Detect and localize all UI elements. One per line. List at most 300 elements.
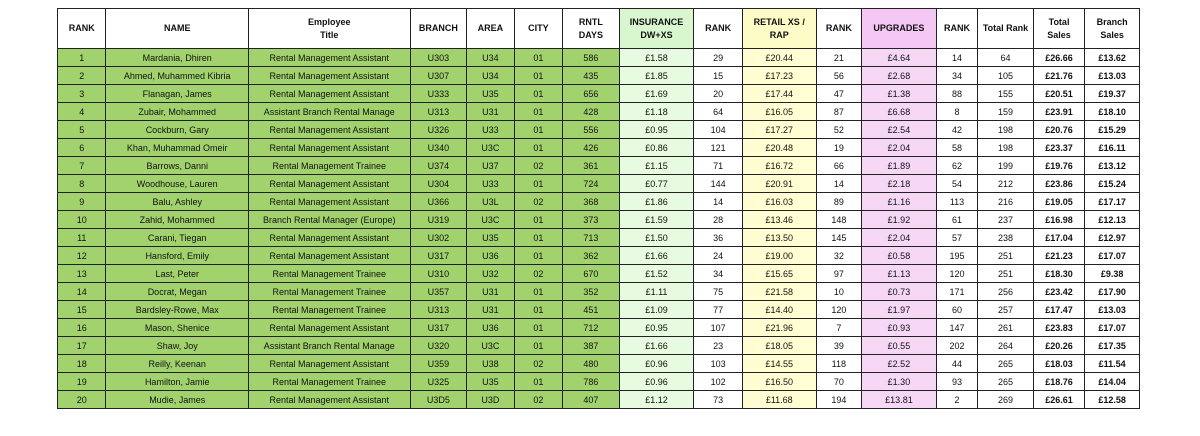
retail-rank-cell: 70 <box>816 373 861 391</box>
total-rank-cell: 64 <box>978 49 1034 67</box>
insurance-cell: £1.85 <box>619 67 694 85</box>
branch-sales-cell: £12.97 <box>1085 229 1140 247</box>
table-row <box>58 103 1140 121</box>
retail-cell: £16.72 <box>742 157 816 175</box>
rank-cell: 3 <box>58 85 106 103</box>
header-upgrades: UPGRADES <box>862 9 937 49</box>
rntl-days-cell: 361 <box>563 157 620 175</box>
total-sales-cell: £23.83 <box>1033 319 1085 337</box>
branch-cell: U3D5 <box>410 391 467 409</box>
header-employee-title-line1: Employee <box>307 16 351 27</box>
total-rank-cell: 265 <box>978 373 1034 391</box>
insurance-cell: £0.95 <box>619 319 694 337</box>
retail-rank-cell: 145 <box>816 229 861 247</box>
upgrades-rank-cell: 54 <box>936 175 977 193</box>
retail-cell: £20.44 <box>742 49 816 67</box>
upgrades-rank-cell: 202 <box>936 337 977 355</box>
title-cell: Rental Management Trainee <box>248 265 410 283</box>
area-cell: U36 <box>467 247 514 265</box>
branch-cell: U359 <box>410 355 467 373</box>
header-area: AREA <box>467 9 514 49</box>
area-cell: U32 <box>467 265 514 283</box>
total-rank-cell: 251 <box>978 247 1034 265</box>
header-retail <box>742 9 816 49</box>
upgrades-rank-cell: 14 <box>936 49 977 67</box>
upgrades-cell: £4.64 <box>862 49 937 67</box>
city-cell: 01 <box>514 211 562 229</box>
upgrades-rank-cell: 113 <box>936 193 977 211</box>
city-cell: 02 <box>514 391 562 409</box>
insurance-cell: £0.96 <box>619 373 694 391</box>
insurance-cell: £1.18 <box>619 103 694 121</box>
header-total-sales-line1: Total <box>1048 16 1070 27</box>
city-cell: 02 <box>514 265 562 283</box>
title-cell: Rental Management Assistant <box>248 319 410 337</box>
rank-cell: 1 <box>58 49 106 67</box>
insurance-cell: £1.11 <box>619 283 694 301</box>
total-rank-cell: 198 <box>978 139 1034 157</box>
table-row <box>58 283 1140 301</box>
upgrades-cell: £2.54 <box>862 121 937 139</box>
upgrades-cell: £1.30 <box>862 373 937 391</box>
header-employee-title-line2: Title <box>320 29 339 40</box>
rntl-days-cell: 556 <box>563 121 620 139</box>
upgrades-rank-cell: 57 <box>936 229 977 247</box>
retail-rank-cell: 97 <box>816 265 861 283</box>
area-cell: U34 <box>467 49 514 67</box>
city-cell: 01 <box>514 67 562 85</box>
upgrades-rank-cell: 120 <box>936 265 977 283</box>
rntl-days-cell: 586 <box>563 49 620 67</box>
total-sales-cell: £19.05 <box>1033 193 1085 211</box>
upgrades-cell: £0.73 <box>862 283 937 301</box>
rntl-days-cell: 786 <box>563 373 620 391</box>
total-sales-cell: £23.91 <box>1033 103 1085 121</box>
insurance-cell: £1.09 <box>619 301 694 319</box>
rntl-days-cell: 713 <box>563 229 620 247</box>
branch-cell: U319 <box>410 211 467 229</box>
table-row <box>58 391 1140 409</box>
retail-rank-cell: 87 <box>816 103 861 121</box>
branch-cell: U374 <box>410 157 467 175</box>
header-retail-rank: RANK <box>816 9 861 49</box>
insurance-rank-cell: 104 <box>694 121 742 139</box>
total-sales-cell: £20.51 <box>1033 85 1085 103</box>
header-total-rank: Total Rank <box>978 9 1034 49</box>
header-employee-title <box>248 9 410 49</box>
table-row <box>58 211 1140 229</box>
city-cell: 01 <box>514 229 562 247</box>
total-sales-cell: £26.61 <box>1033 391 1085 409</box>
city-cell: 01 <box>514 49 562 67</box>
upgrades-cell: £13.81 <box>862 391 937 409</box>
branch-sales-cell: £17.90 <box>1085 283 1140 301</box>
branch-sales-cell: £17.17 <box>1085 193 1140 211</box>
rntl-days-cell: 387 <box>563 337 620 355</box>
name-cell: Woodhouse, Lauren <box>106 175 248 193</box>
area-cell: U3D <box>467 391 514 409</box>
total-rank-cell: 199 <box>978 157 1034 175</box>
rank-cell: 14 <box>58 283 106 301</box>
area-cell: U3L <box>467 193 514 211</box>
title-cell: Rental Management Assistant <box>248 139 410 157</box>
title-cell: Rental Management Trainee <box>248 301 410 319</box>
header-retail-line2: RAP <box>769 29 789 40</box>
insurance-rank-cell: 144 <box>694 175 742 193</box>
upgrades-cell: £1.89 <box>862 157 937 175</box>
name-cell: Hamilton, Jamie <box>106 373 248 391</box>
upgrades-rank-cell: 195 <box>936 247 977 265</box>
insurance-cell: £1.86 <box>619 193 694 211</box>
insurance-cell: £0.95 <box>619 121 694 139</box>
area-cell: U33 <box>467 175 514 193</box>
upgrades-rank-cell: 58 <box>936 139 977 157</box>
area-cell: U34 <box>467 67 514 85</box>
retail-rank-cell: 148 <box>816 211 861 229</box>
retail-rank-cell: 120 <box>816 301 861 319</box>
branch-sales-cell: £11.54 <box>1085 355 1140 373</box>
header-retail-line1: RETAIL XS / <box>753 16 805 27</box>
table-row <box>58 121 1140 139</box>
upgrades-rank-cell: 8 <box>936 103 977 121</box>
rank-cell: 17 <box>58 337 106 355</box>
header-insurance-rank: RANK <box>694 9 742 49</box>
city-cell: 01 <box>514 85 562 103</box>
table-row <box>58 229 1140 247</box>
branch-cell: U325 <box>410 373 467 391</box>
table-row <box>58 139 1140 157</box>
insurance-rank-cell: 14 <box>694 193 742 211</box>
upgrades-cell: £0.93 <box>862 319 937 337</box>
name-cell: Mudie, James <box>106 391 248 409</box>
upgrades-rank-cell: 34 <box>936 67 977 85</box>
name-cell: Ahmed, Muhammed Kibria <box>106 67 248 85</box>
total-sales-cell: £23.37 <box>1033 139 1085 157</box>
rank-cell: 13 <box>58 265 106 283</box>
rntl-days-cell: 670 <box>563 265 620 283</box>
table-row <box>58 301 1140 319</box>
insurance-rank-cell: 121 <box>694 139 742 157</box>
retail-rank-cell: 21 <box>816 49 861 67</box>
total-sales-cell: £18.03 <box>1033 355 1085 373</box>
retail-rank-cell: 52 <box>816 121 861 139</box>
title-cell: Rental Management Assistant <box>248 175 410 193</box>
total-sales-cell: £21.76 <box>1033 67 1085 85</box>
rank-cell: 10 <box>58 211 106 229</box>
total-rank-cell: 261 <box>978 319 1034 337</box>
city-cell: 02 <box>514 193 562 211</box>
total-sales-cell: £17.04 <box>1033 229 1085 247</box>
retail-rank-cell: 19 <box>816 139 861 157</box>
header-row <box>58 9 1140 49</box>
header-rntl-line2: DAYS <box>578 29 603 40</box>
total-sales-cell: £18.30 <box>1033 265 1085 283</box>
header-total-sales-line2: Sales <box>1047 29 1071 40</box>
table-row <box>58 355 1140 373</box>
insurance-rank-cell: 73 <box>694 391 742 409</box>
retail-rank-cell: 7 <box>816 319 861 337</box>
title-cell: Rental Management Trainee <box>248 283 410 301</box>
rntl-days-cell: 480 <box>563 355 620 373</box>
insurance-cell: £1.66 <box>619 337 694 355</box>
title-cell: Rental Management Assistant <box>248 229 410 247</box>
area-cell: U31 <box>467 283 514 301</box>
rank-cell: 8 <box>58 175 106 193</box>
upgrades-cell: £2.04 <box>862 229 937 247</box>
branch-sales-cell: £14.04 <box>1085 373 1140 391</box>
branch-cell: U307 <box>410 67 467 85</box>
branch-cell: U366 <box>410 193 467 211</box>
branch-sales-cell: £13.12 <box>1085 157 1140 175</box>
insurance-rank-cell: 34 <box>694 265 742 283</box>
name-cell: Flanagan, James <box>106 85 248 103</box>
header-branch-sales-line2: Sales <box>1100 29 1124 40</box>
total-rank-cell: 198 <box>978 121 1034 139</box>
total-sales-cell: £26.66 <box>1033 49 1085 67</box>
rank-cell: 5 <box>58 121 106 139</box>
insurance-rank-cell: 15 <box>694 67 742 85</box>
rankings-table <box>57 8 1140 409</box>
retail-cell: £13.50 <box>742 229 816 247</box>
title-cell: Rental Management Assistant <box>248 391 410 409</box>
upgrades-cell: £1.97 <box>862 301 937 319</box>
retail-cell: £18.05 <box>742 337 816 355</box>
retail-cell: £15.65 <box>742 265 816 283</box>
total-rank-cell: 159 <box>978 103 1034 121</box>
name-cell: Shaw, Joy <box>106 337 248 355</box>
branch-sales-cell: £9.38 <box>1085 265 1140 283</box>
name-cell: Barrows, Danni <box>106 157 248 175</box>
branch-cell: U333 <box>410 85 467 103</box>
header-branch-sales-line1: Branch <box>1096 16 1128 27</box>
total-sales-cell: £20.76 <box>1033 121 1085 139</box>
upgrades-rank-cell: 88 <box>936 85 977 103</box>
city-cell: 01 <box>514 103 562 121</box>
retail-rank-cell: 39 <box>816 337 861 355</box>
insurance-cell: £1.12 <box>619 391 694 409</box>
upgrades-rank-cell: 62 <box>936 157 977 175</box>
rntl-days-cell: 368 <box>563 193 620 211</box>
total-rank-cell: 155 <box>978 85 1034 103</box>
retail-cell: £14.55 <box>742 355 816 373</box>
rntl-days-cell: 407 <box>563 391 620 409</box>
branch-cell: U302 <box>410 229 467 247</box>
rank-cell: 16 <box>58 319 106 337</box>
name-cell: Carani, Tiegan <box>106 229 248 247</box>
insurance-rank-cell: 71 <box>694 157 742 175</box>
upgrades-cell: £0.58 <box>862 247 937 265</box>
insurance-cell: £1.15 <box>619 157 694 175</box>
total-sales-cell: £16.98 <box>1033 211 1085 229</box>
insurance-rank-cell: 28 <box>694 211 742 229</box>
insurance-cell: £1.50 <box>619 229 694 247</box>
retail-cell: £16.05 <box>742 103 816 121</box>
branch-cell: U340 <box>410 139 467 157</box>
title-cell: Assistant Branch Rental Manage <box>248 103 410 121</box>
branch-cell: U317 <box>410 319 467 337</box>
upgrades-cell: £1.13 <box>862 265 937 283</box>
branch-sales-cell: £17.35 <box>1085 337 1140 355</box>
table-row <box>58 265 1140 283</box>
branch-cell: U326 <box>410 121 467 139</box>
upgrades-cell: £1.92 <box>862 211 937 229</box>
branch-cell: U313 <box>410 301 467 319</box>
rntl-days-cell: 435 <box>563 67 620 85</box>
insurance-rank-cell: 23 <box>694 337 742 355</box>
total-rank-cell: 212 <box>978 175 1034 193</box>
area-cell: U31 <box>467 301 514 319</box>
rntl-days-cell: 656 <box>563 85 620 103</box>
upgrades-cell: £0.55 <box>862 337 937 355</box>
total-rank-cell: 257 <box>978 301 1034 319</box>
insurance-cell: £1.69 <box>619 85 694 103</box>
insurance-cell: £1.59 <box>619 211 694 229</box>
total-rank-cell: 264 <box>978 337 1034 355</box>
upgrades-rank-cell: 2 <box>936 391 977 409</box>
insurance-rank-cell: 64 <box>694 103 742 121</box>
city-cell: 02 <box>514 157 562 175</box>
insurance-rank-cell: 103 <box>694 355 742 373</box>
upgrades-rank-cell: 60 <box>936 301 977 319</box>
total-rank-cell: 216 <box>978 193 1034 211</box>
header-rank: RANK <box>58 9 106 49</box>
upgrades-cell: £2.04 <box>862 139 937 157</box>
branch-cell: U320 <box>410 337 467 355</box>
insurance-rank-cell: 24 <box>694 247 742 265</box>
title-cell: Rental Management Assistant <box>248 85 410 103</box>
branch-cell: U317 <box>410 247 467 265</box>
insurance-rank-cell: 36 <box>694 229 742 247</box>
branch-sales-cell: £15.29 <box>1085 121 1140 139</box>
retail-cell: £19.00 <box>742 247 816 265</box>
table-row <box>58 85 1140 103</box>
retail-cell: £21.96 <box>742 319 816 337</box>
rntl-days-cell: 724 <box>563 175 620 193</box>
insurance-rank-cell: 29 <box>694 49 742 67</box>
city-cell: 01 <box>514 247 562 265</box>
branch-sales-cell: £15.24 <box>1085 175 1140 193</box>
city-cell: 01 <box>514 121 562 139</box>
title-cell: Branch Rental Manager (Europe) <box>248 211 410 229</box>
insurance-rank-cell: 20 <box>694 85 742 103</box>
branch-sales-cell: £12.58 <box>1085 391 1140 409</box>
insurance-rank-cell: 77 <box>694 301 742 319</box>
name-cell: Hansford, Emily <box>106 247 248 265</box>
upgrades-cell: £6.68 <box>862 103 937 121</box>
upgrades-rank-cell: 44 <box>936 355 977 373</box>
total-rank-cell: 237 <box>978 211 1034 229</box>
name-cell: Cockburn, Gary <box>106 121 248 139</box>
header-rntl-days <box>563 9 620 49</box>
rank-cell: 11 <box>58 229 106 247</box>
city-cell: 02 <box>514 355 562 373</box>
branch-sales-cell: £16.11 <box>1085 139 1140 157</box>
name-cell: Last, Peter <box>106 265 248 283</box>
table-row <box>58 247 1140 265</box>
city-cell: 01 <box>514 337 562 355</box>
title-cell: Rental Management Assistant <box>248 49 410 67</box>
insurance-rank-cell: 75 <box>694 283 742 301</box>
retail-cell: £13.46 <box>742 211 816 229</box>
title-cell: Rental Management Assistant <box>248 247 410 265</box>
title-cell: Rental Management Assistant <box>248 67 410 85</box>
upgrades-cell: £1.38 <box>862 85 937 103</box>
header-rntl-line1: RNTL <box>578 16 603 27</box>
insurance-cell: £0.96 <box>619 355 694 373</box>
title-cell: Rental Management Assistant <box>248 193 410 211</box>
header-insurance <box>619 9 694 49</box>
total-rank-cell: 251 <box>978 265 1034 283</box>
rank-cell: 2 <box>58 67 106 85</box>
city-cell: 01 <box>514 301 562 319</box>
city-cell: 01 <box>514 283 562 301</box>
area-cell: U31 <box>467 103 514 121</box>
area-cell: U35 <box>467 229 514 247</box>
name-cell: Zubair, Mohammed <box>106 103 248 121</box>
header-city: CITY <box>514 9 562 49</box>
name-cell: Mardania, Dhiren <box>106 49 248 67</box>
upgrades-cell: £2.18 <box>862 175 937 193</box>
total-rank-cell: 269 <box>978 391 1034 409</box>
total-sales-cell: £17.47 <box>1033 301 1085 319</box>
branch-cell: U313 <box>410 103 467 121</box>
table-row <box>58 319 1140 337</box>
retail-rank-cell: 194 <box>816 391 861 409</box>
rntl-days-cell: 362 <box>563 247 620 265</box>
total-rank-cell: 105 <box>978 67 1034 85</box>
name-cell: Docrat, Megan <box>106 283 248 301</box>
retail-cell: £14.40 <box>742 301 816 319</box>
retail-rank-cell: 118 <box>816 355 861 373</box>
branch-sales-cell: £13.03 <box>1085 67 1140 85</box>
total-rank-cell: 256 <box>978 283 1034 301</box>
city-cell: 01 <box>514 139 562 157</box>
upgrades-cell: £2.52 <box>862 355 937 373</box>
retail-cell: £17.44 <box>742 85 816 103</box>
table-row <box>58 175 1140 193</box>
rank-cell: 4 <box>58 103 106 121</box>
upgrades-cell: £2.68 <box>862 67 937 85</box>
insurance-rank-cell: 107 <box>694 319 742 337</box>
name-cell: Reilly, Keenan <box>106 355 248 373</box>
total-rank-cell: 238 <box>978 229 1034 247</box>
upgrades-rank-cell: 147 <box>936 319 977 337</box>
rank-cell: 19 <box>58 373 106 391</box>
area-cell: U35 <box>467 85 514 103</box>
upgrades-rank-cell: 61 <box>936 211 977 229</box>
table-row <box>58 373 1140 391</box>
rntl-days-cell: 373 <box>563 211 620 229</box>
rntl-days-cell: 451 <box>563 301 620 319</box>
total-sales-cell: £23.42 <box>1033 283 1085 301</box>
header-total-sales <box>1033 9 1085 49</box>
rntl-days-cell: 428 <box>563 103 620 121</box>
title-cell: Rental Management Assistant <box>248 121 410 139</box>
retail-cell: £17.27 <box>742 121 816 139</box>
area-cell: U36 <box>467 319 514 337</box>
branch-sales-cell: £17.07 <box>1085 247 1140 265</box>
insurance-rank-cell: 102 <box>694 373 742 391</box>
total-sales-cell: £18.76 <box>1033 373 1085 391</box>
insurance-cell: £0.77 <box>619 175 694 193</box>
insurance-cell: £0.86 <box>619 139 694 157</box>
insurance-cell: £1.52 <box>619 265 694 283</box>
area-cell: U33 <box>467 121 514 139</box>
upgrades-cell: £1.16 <box>862 193 937 211</box>
rank-cell: 12 <box>58 247 106 265</box>
retail-cell: £20.91 <box>742 175 816 193</box>
header-branch: BRANCH <box>410 9 467 49</box>
